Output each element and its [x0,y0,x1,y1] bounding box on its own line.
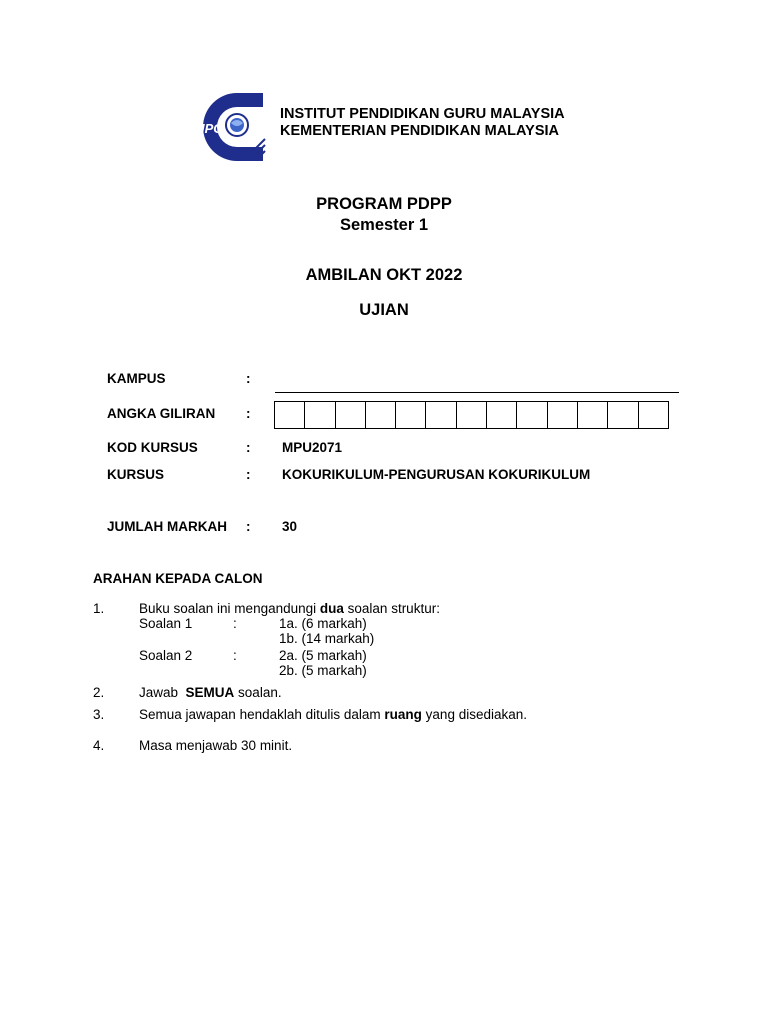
angka-giliran-box[interactable] [336,402,366,428]
item-3-number: 3. [93,707,105,722]
angka-giliran-box[interactable] [548,402,578,428]
angka-giliran-box[interactable] [639,402,669,428]
angka-giliran-box[interactable] [517,402,547,428]
soalan-2b-marks: 2b. (5 markah) [279,663,367,678]
item-1-number: 1. [93,601,105,616]
angka-giliran-box[interactable] [305,402,335,428]
kampus-colon: : [246,371,251,386]
kod-kursus-value: MPU2071 [282,440,343,455]
logo-lettering: IPG [201,121,224,136]
angka-giliran-box[interactable] [608,402,638,428]
angka-giliran-boxes[interactable] [274,401,669,429]
kursus-value: KOKURIKULUM-PENGURUSAN KOKURIKULUM [282,467,591,482]
ministry-name: KEMENTERIAN PENDIDIKAN MALAYSIA [280,123,560,139]
jumlah-markah-colon: : [246,519,251,534]
item-1-text: Buku soalan ini mengandungi dua soalan struktur: [139,601,440,616]
soalan-1-label: Soalan 1 [139,616,193,631]
angka-giliran-box[interactable] [275,402,305,428]
arahan-heading: ARAHAN KEPADA CALON [93,571,263,586]
angka-giliran-colon: : [246,406,251,421]
angka-giliran-box[interactable] [457,402,487,428]
angka-giliran-box[interactable] [366,402,396,428]
ambilan-title: AMBILAN OKT 2022 [305,266,463,284]
angka-giliran-box[interactable] [396,402,426,428]
soalan-1-colon: : [233,616,237,631]
item-2-text: Jawab SEMUA soalan. [139,685,282,700]
soalan-1a-marks: 1a. (6 markah) [279,616,367,631]
soalan-2a-marks: 2a. (5 markah) [279,648,367,663]
soalan-1b-marks: 1b. (14 markah) [279,631,375,646]
program-title: PROGRAM PDPP [316,195,452,213]
kursus-label: KURSUS [107,467,165,482]
jumlah-markah-label: JUMLAH MARKAH [107,519,227,534]
kursus-colon: : [246,467,251,482]
item-2-number: 2. [93,685,105,700]
semester-title: Semester 1 [339,216,429,234]
angka-giliran-box[interactable] [426,402,456,428]
ujian-title: UJIAN [359,301,409,319]
item-4-text: Masa menjawab 30 minit. [139,738,293,753]
soalan-2-colon: : [233,648,237,663]
institute-name: INSTITUT PENDIDIKAN GURU MALAYSIA [280,106,565,122]
kod-kursus-label: KOD KURSUS [107,440,198,455]
angka-giliran-label: ANGKA GILIRAN [107,406,216,421]
kampus-field-line[interactable] [275,392,679,393]
angka-giliran-box[interactable] [578,402,608,428]
soalan-2-label: Soalan 2 [139,648,193,663]
item-3-text: Semua jawapan hendaklah ditulis dalam ruang yang disediakan. [139,707,527,722]
jumlah-markah-value: 30 [282,519,298,534]
kod-kursus-colon: : [246,440,251,455]
kampus-label: KAMPUS [107,371,166,386]
angka-giliran-box[interactable] [487,402,517,428]
ipg-logo [197,87,267,165]
item-4-number: 4. [93,738,105,753]
